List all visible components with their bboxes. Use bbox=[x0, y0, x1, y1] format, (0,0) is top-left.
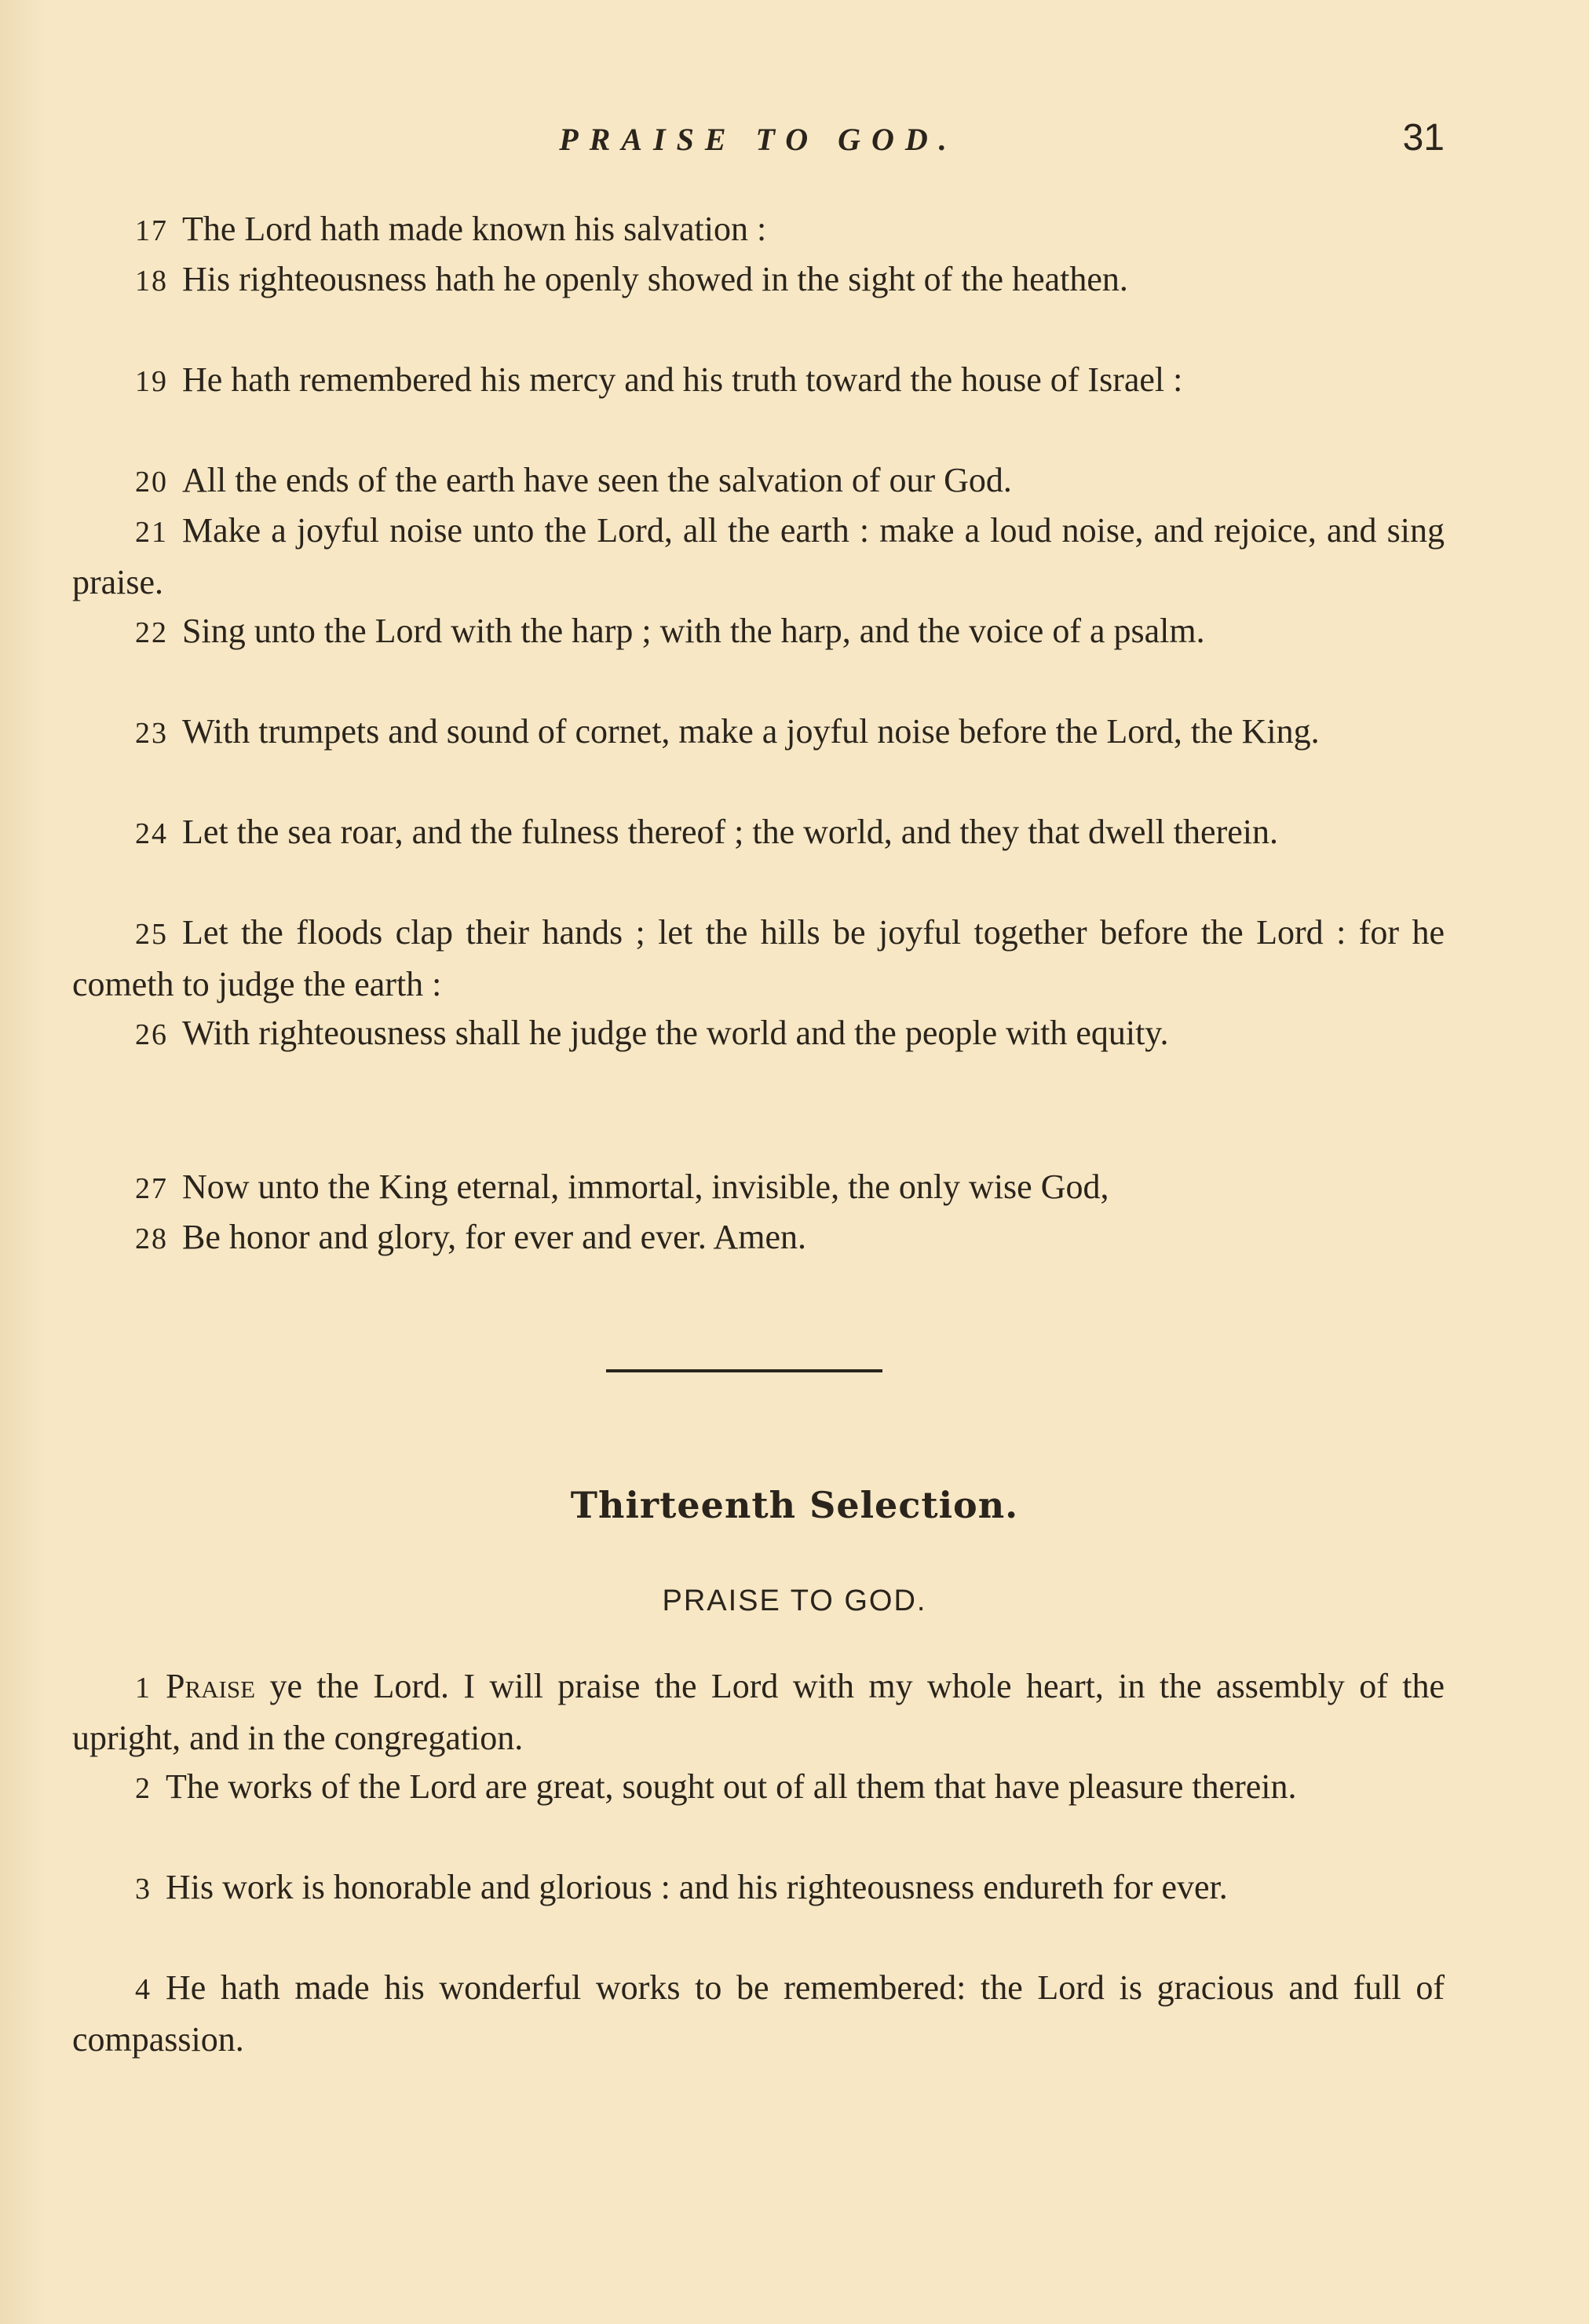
verse-2 bbox=[72, 1762, 1445, 1814]
verse-text: His righteousness hath he openly showed in the sight of the heathen. bbox=[182, 260, 1128, 298]
page-number: 31 bbox=[1402, 117, 1445, 159]
verse-25 bbox=[72, 908, 1445, 1010]
verse-number: 19 bbox=[135, 365, 168, 398]
verse-text: All the ends of the earth have seen the salvation of our God. bbox=[182, 461, 1012, 499]
verse-number: 3 bbox=[135, 1873, 152, 1906]
verse-number: 21 bbox=[135, 516, 168, 549]
verse-number: 17 bbox=[135, 214, 168, 247]
verse-text: He hath made his wonderful works to be remembered: the Lord is gracious and full of compassion. bbox=[72, 1968, 1445, 2059]
verse-text: With righteousness shall he judge the world and the people with equity. bbox=[182, 1014, 1169, 1052]
section-divider bbox=[606, 1369, 882, 1372]
verse-text: He hath remembered his mercy and his truth toward the house of Israel : bbox=[182, 360, 1183, 399]
verse-text: ye the Lord. I will praise the Lord with my whole heart, in the assembly of the upright, and in the congregation. bbox=[72, 1667, 1445, 1757]
verse-17 bbox=[72, 204, 1445, 256]
verse-4 bbox=[72, 1963, 1445, 2065]
verse-number: 18 bbox=[135, 265, 168, 298]
verse-20 bbox=[72, 455, 1445, 507]
verse-number: 26 bbox=[135, 1018, 168, 1051]
verse-text: The works of the Lord are great, sought out of all them that have pleasure therein. bbox=[166, 1767, 1297, 1806]
verse-26 bbox=[72, 1008, 1445, 1060]
verse-3 bbox=[72, 1862, 1445, 1914]
verse-1 bbox=[72, 1661, 1445, 1763]
verse-27 bbox=[72, 1162, 1445, 1214]
verse-number: 4 bbox=[135, 1973, 152, 2006]
verse-text: Now unto the King eternal, immortal, invisible, the only wise God, bbox=[182, 1167, 1109, 1206]
verse-text: Make a joyful noise unto the Lord, all the earth : make a loud noise, and rejoice, and sing praise. bbox=[72, 511, 1445, 601]
verse-number: 27 bbox=[135, 1172, 168, 1205]
verse-text: The Lord hath made known his salvation : bbox=[182, 210, 767, 248]
running-head bbox=[72, 116, 1445, 166]
verse-28 bbox=[72, 1212, 1445, 1264]
verse-number: 28 bbox=[135, 1222, 168, 1255]
verse-number: 23 bbox=[135, 717, 168, 750]
verse-number: 24 bbox=[135, 817, 168, 850]
verse-text: Be honor and glory, for ever and ever. Amen. bbox=[182, 1218, 807, 1256]
verse-21 bbox=[72, 506, 1445, 608]
verse-23 bbox=[72, 707, 1445, 758]
verse-number: 2 bbox=[135, 1772, 152, 1805]
verse-lead-word: Praise bbox=[166, 1667, 256, 1705]
verse-text: With trumpets and sound of cornet, make a joyful noise before the Lord, the King. bbox=[182, 712, 1320, 751]
section-subheading: PRAISE TO GOD. bbox=[662, 1584, 927, 1617]
verse-22 bbox=[72, 606, 1445, 658]
verse-text: Sing unto the Lord with the harp ; with the harp, and the voice of a psalm. bbox=[182, 612, 1205, 650]
section-heading: Thirteenth Selection. bbox=[570, 1484, 1019, 1526]
verse-19 bbox=[72, 355, 1445, 407]
verse-24 bbox=[72, 807, 1445, 859]
verse-number: 1 bbox=[135, 1672, 152, 1705]
verse-number: 22 bbox=[135, 616, 168, 649]
verse-text: Let the floods clap their hands ; let the hills be joyful together before the Lord : for he cometh to judge the earth : bbox=[72, 913, 1445, 1003]
verse-text: His work is honorable and glorious : and his righteousness endureth for ever. bbox=[166, 1868, 1228, 1906]
running-title: PRAISE TO GOD. bbox=[559, 122, 958, 157]
verse-18 bbox=[72, 254, 1445, 306]
verse-number: 25 bbox=[135, 918, 168, 951]
verse-number: 20 bbox=[135, 466, 168, 499]
verse-text: Let the sea roar, and the fulness thereof ; the world, and they that dwell therein. bbox=[182, 813, 1278, 851]
